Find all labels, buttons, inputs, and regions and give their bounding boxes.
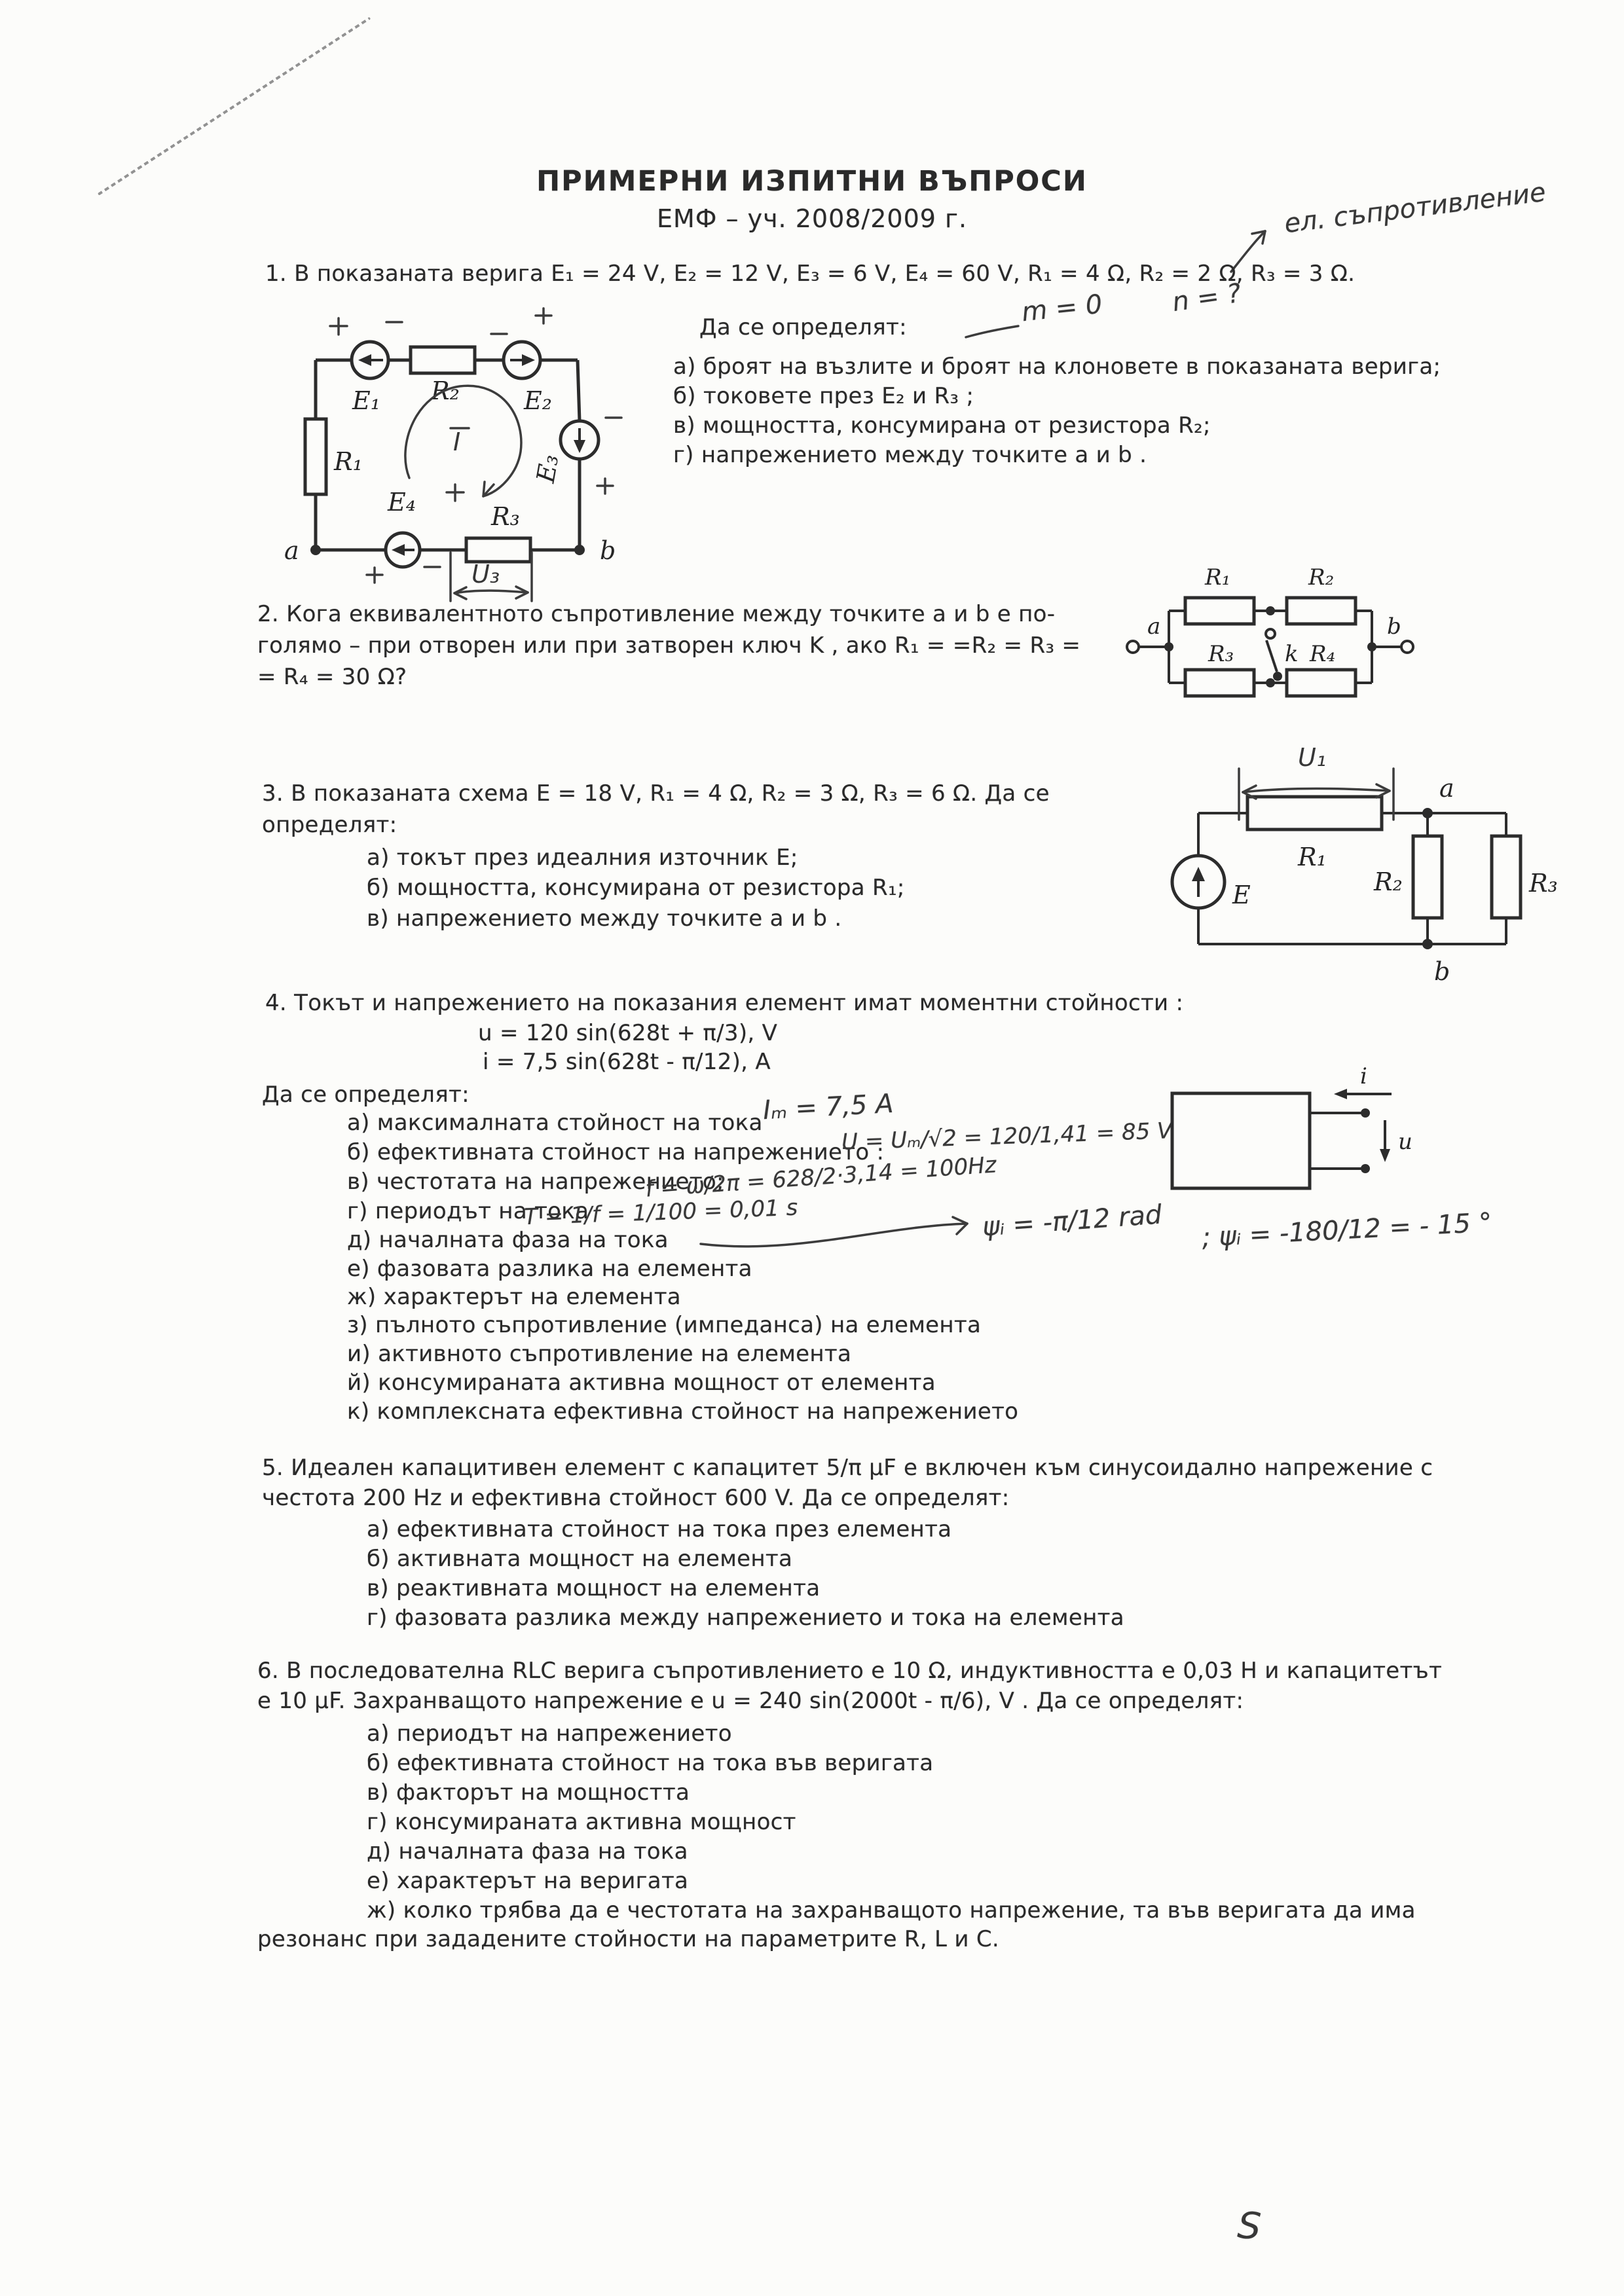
q4-hw-freq: f = ω/2π = 628/2·3,14 = 100Hz xyxy=(644,1152,997,1203)
q1-label-b: b xyxy=(600,536,616,565)
q4-prompt: Да се определят: xyxy=(262,1082,470,1108)
q1-label-e4: E₄ xyxy=(388,488,416,517)
q1-label-a: a xyxy=(284,536,299,565)
q1-circuit-diagram xyxy=(275,295,707,602)
q2-terminal-a xyxy=(1127,641,1139,653)
q4-item-y: й) консумираната активна мощност от елемента xyxy=(347,1370,936,1396)
q4-hw-phase2: ; ψᵢ = -180/12 = - 15 ° xyxy=(1201,1207,1493,1253)
svg-text:I: I xyxy=(453,428,461,456)
q2-resistor-r4 xyxy=(1287,670,1356,696)
q2-resistor-r2 xyxy=(1287,598,1356,624)
q1-item-v: в) мощността, консумирана от резистора R₂; xyxy=(673,412,1211,439)
q5-statement-line2: честота 200 Hz и ефективна стойност 600 V. Да се определят: xyxy=(262,1485,1010,1511)
q2-label-r1: R₁ xyxy=(1205,564,1231,591)
q2-resistor-r3 xyxy=(1185,670,1254,696)
q6-item-g: г) консумираната активна мощност xyxy=(367,1809,796,1835)
q2-statement-line1: 2. Кога еквивалентното съпротивление между точките a и b е по- xyxy=(257,601,1056,627)
q2-terminal-b xyxy=(1401,641,1413,653)
q5-item-b: б) активната мощност на елемента xyxy=(367,1546,793,1572)
q3-label-r2: R₂ xyxy=(1374,867,1403,896)
q1-hw-u3-dimension xyxy=(451,553,532,601)
q1-hw-nodes: m = 0 xyxy=(1020,289,1104,328)
q4-hw-ueff: U = Uₘ/√2 = 120/1,41 = 85 V xyxy=(841,1118,1173,1156)
q4-hw-phase1: ψᵢ = -π/12 rad xyxy=(981,1199,1163,1243)
q4-formula-u: u = 120 sin(628t + π/3), V xyxy=(478,1020,778,1046)
q4-item-i: и) активното съпротивление на елемента xyxy=(347,1341,852,1367)
q4-hw-period: T = 1/f = 1/100 = 0,01 s xyxy=(523,1194,798,1231)
q4-item-d: д) началната фаза на тока xyxy=(347,1227,669,1253)
q1-label-r1: R₁ xyxy=(334,447,363,476)
q6-statement-last: резонанс при зададените стойности на параметрите R, L и C. xyxy=(257,1926,1000,1952)
q6-item-b: б) ефективната стойност на тока във веригата xyxy=(367,1750,934,1776)
q3-resistor-r1 xyxy=(1247,797,1382,829)
q1-node-a xyxy=(310,545,321,555)
q4-item-a: а) максималната стойност на тока xyxy=(347,1110,763,1136)
q1-label-e3: E₃ xyxy=(530,452,564,485)
q1-item-a: а) броят на възлите и броят на клоновете в показаната верига; xyxy=(673,354,1441,380)
q4-item-b: б) ефективната стойност на напрежението : xyxy=(347,1139,885,1165)
svg-text:U₃: U₃ xyxy=(471,560,500,589)
q2-statement-line3: = R₄ = 30 Ω? xyxy=(257,664,407,690)
q1-hw-dash-icon xyxy=(963,321,1022,340)
q4-hw-arrow-icon xyxy=(697,1214,986,1254)
q2-resistor-r1 xyxy=(1185,598,1254,624)
q4-item-zh: ж) характерът на елемента xyxy=(347,1284,681,1310)
q1-resistor-r2 xyxy=(411,347,475,373)
q5-item-g: г) фазовата разлика между напрежението и тока на елемента xyxy=(367,1605,1124,1631)
q3-label-r1: R₁ xyxy=(1298,843,1327,871)
q3-item-v: в) напрежението между точките a и b . xyxy=(367,905,842,932)
q1-hw-loop-current xyxy=(405,386,521,496)
q3-node-a xyxy=(1422,808,1433,818)
q5-item-v: в) реактивната мощност на елемента xyxy=(367,1575,821,1601)
q6-statement-line1: 6. В последователна RLC верига съпротивлението е 10 Ω, индуктивността е 0,03 H и капацитетът xyxy=(257,1658,1443,1684)
q4-item-z: з) пълното съпротивление (импеданса) на елемента xyxy=(347,1312,982,1338)
scan-scratch-mark xyxy=(98,17,371,196)
q6-item-v: в) факторът на мощността xyxy=(367,1779,690,1806)
q6-item-zh: ж) колко трябва да е честотата на захранващото напрежение, та във веригата да има xyxy=(367,1897,1416,1923)
hw-top-note: ел. съпротивление xyxy=(1282,177,1547,240)
q4-formula-i: i = 7,5 sin(628t - π/12), A xyxy=(483,1049,771,1075)
q4-item-g: г) периодът на тока xyxy=(347,1198,589,1224)
q4-item-v: в) честотата на напрежението; xyxy=(347,1169,724,1195)
q4-label-i: i xyxy=(1360,1063,1367,1089)
q2-label-r2: R₂ xyxy=(1308,564,1335,591)
q1-node-b xyxy=(574,545,585,555)
q3-item-b: б) мощността, консумирана от резистора R₁; xyxy=(367,875,905,901)
q3-statement-line2: определят: xyxy=(262,812,397,838)
q5-statement-line1: 5. Идеален капацитивен елемент с капацитет 5/π μF е включен към синусоидално напрежение с xyxy=(262,1455,1433,1481)
q1-resistor-r3 xyxy=(466,538,530,562)
q1-resistor-r1 xyxy=(305,419,326,494)
page-title: ПРИМЕРНИ ИЗПИТНИ ВЪПРОСИ xyxy=(536,165,1088,198)
q6-item-d: д) началната фаза на тока xyxy=(367,1838,688,1865)
q1-label-e2: E₂ xyxy=(524,386,552,415)
q1-item-g: г) напрежението между точките a и b . xyxy=(673,442,1147,468)
q1-label-r2: R₂ xyxy=(431,376,460,405)
q3-label-r3: R₃ xyxy=(1529,869,1558,898)
q6-statement-line2: е 10 μF. Захранващото напрежение е u = 240 sin(2000t - π/6), V . Да се определят: xyxy=(257,1688,1244,1714)
q2-label-k: k xyxy=(1285,641,1299,667)
q3-label-e: E xyxy=(1232,881,1251,909)
q2-label-r3: R₃ xyxy=(1208,641,1234,667)
q2-switch-k xyxy=(1266,629,1282,681)
q4-item-k: к) комплексната ефективна стойност на напрежението xyxy=(347,1398,1019,1425)
q2-circuit-diagram xyxy=(1113,542,1611,732)
q3-node-b xyxy=(1422,939,1433,949)
q1-item-b: б) токовете през E₂ и R₃ ; xyxy=(673,383,974,409)
q3-resistor-r3 xyxy=(1492,836,1521,918)
q2-label-a: a xyxy=(1147,613,1161,640)
q3-circuit-diagram xyxy=(1126,728,1559,996)
q4-item-e: е) фазовата разлика на елемента xyxy=(347,1256,752,1282)
q2-label-r4: R₄ xyxy=(1310,641,1336,667)
q3-resistor-r2 xyxy=(1413,836,1442,918)
q1-prompt: Да се определят: xyxy=(699,314,907,340)
q4-statement: 4. Токът и напрежението на показания елемент имат моментни стойности : xyxy=(265,990,1184,1016)
q2-label-b: b xyxy=(1387,613,1401,640)
q4-element-diagram xyxy=(1162,1064,1437,1201)
q4-element-box xyxy=(1172,1093,1310,1188)
q3-statement-line1: 3. В показаната схема E = 18 V, R₁ = 4 Ω, R₂ = 3 Ω, R₃ = 6 Ω. Да се xyxy=(262,780,1050,807)
q4-label-u: u xyxy=(1398,1129,1412,1155)
page-number-handwritten: S xyxy=(1236,2204,1263,2249)
q1-label-r3: R₃ xyxy=(491,502,520,531)
q3-hw-u1-dimension xyxy=(1239,743,1393,820)
q4-hw-im: Iₘ = 7,5 A xyxy=(762,1088,895,1126)
q6-item-e: е) характерът на веригата xyxy=(367,1868,689,1894)
svg-text:U₁: U₁ xyxy=(1298,743,1327,772)
q3-label-a: a xyxy=(1439,774,1454,803)
q2-statement-line2: голямо – при отворен или при затворен ключ K , ако R₁ = =R₂ = R₃ = xyxy=(257,632,1081,659)
q1-hw-branches: n = ? xyxy=(1170,278,1244,318)
q1-label-e1: E₁ xyxy=(352,386,380,415)
q3-label-b: b xyxy=(1434,957,1450,986)
q5-item-a: а) ефективната стойност на тока през елемента xyxy=(367,1516,952,1542)
q1-statement: 1. В показаната верига E₁ = 24 V, E₂ = 12 V, E₃ = 6 V, E₄ = 60 V, R₁ = 4 Ω, R₂ = 2 Ω, R₃ = 3 Ω. xyxy=(265,261,1356,287)
page-subtitle: ЕМФ – уч. 2008/2009 г. xyxy=(656,204,968,233)
q6-item-a: а) периодът на напрежението xyxy=(367,1721,732,1747)
q3-item-a: а) токът през идеалния източник E; xyxy=(367,845,798,871)
